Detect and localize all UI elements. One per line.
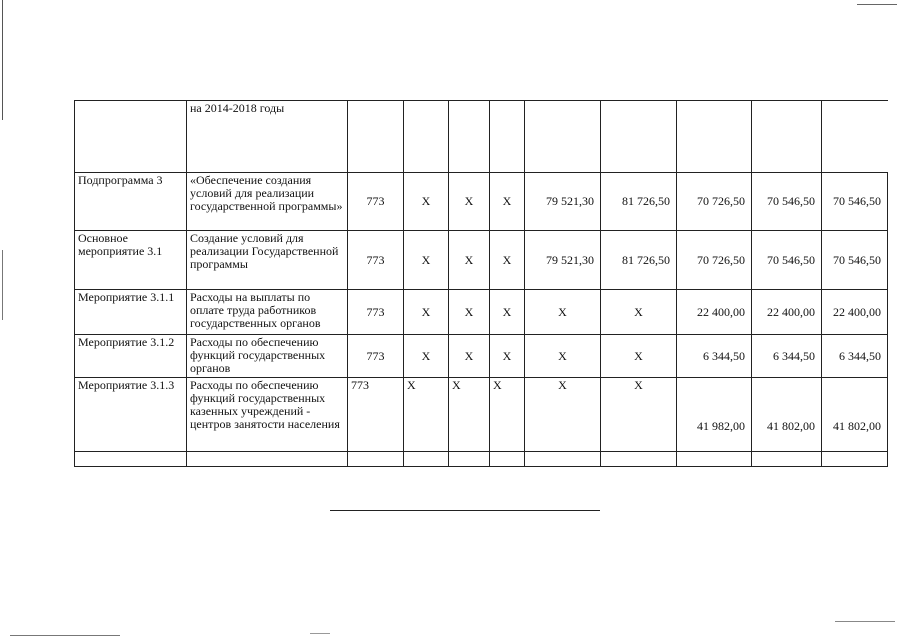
cell-empty bbox=[348, 452, 404, 467]
cell-mark bbox=[404, 101, 449, 173]
row-name: Мероприятие 3.1.3 bbox=[75, 378, 187, 452]
row-code: 773 bbox=[348, 231, 404, 290]
row-value: 22 400,00 bbox=[752, 290, 822, 335]
row-desc: «Обеспечение создания условий для реализации государственной программы» bbox=[187, 173, 348, 231]
row-mark: Х bbox=[404, 290, 449, 335]
cell-empty bbox=[187, 452, 348, 467]
cell-empty bbox=[449, 452, 490, 467]
row-mark: Х bbox=[449, 378, 490, 452]
row-code: 773 bbox=[348, 173, 404, 231]
row-code: 773 bbox=[348, 335, 404, 378]
row-desc: Расходы на выплаты по оплате труда работников государственных органов bbox=[187, 290, 348, 335]
cell-empty bbox=[404, 452, 449, 467]
cell-mark bbox=[490, 101, 525, 173]
row-code: 773 bbox=[348, 378, 404, 452]
row-value: Х bbox=[601, 378, 677, 452]
row-value: 70 546,50 bbox=[822, 231, 888, 290]
cell-value bbox=[677, 101, 752, 173]
cell-empty bbox=[822, 452, 888, 467]
closing-rule bbox=[330, 510, 600, 511]
cell-name bbox=[75, 101, 187, 173]
table-row-main-activity-3-1 bbox=[75, 231, 888, 290]
cell-empty bbox=[601, 452, 677, 467]
row-value: Х bbox=[525, 290, 601, 335]
row-value: Х bbox=[525, 378, 601, 452]
row-value: 70 726,50 bbox=[677, 173, 752, 231]
row-value: 81 726,50 bbox=[601, 173, 677, 231]
row-mark: Х bbox=[490, 231, 525, 290]
row-value: Х bbox=[601, 290, 677, 335]
row-value: 70 726,50 bbox=[677, 231, 752, 290]
cell-empty bbox=[75, 452, 187, 467]
row-name: Мероприятие 3.1.2 bbox=[75, 335, 187, 378]
table-row-subprogram-3 bbox=[75, 173, 888, 231]
row-value: 22 400,00 bbox=[677, 290, 752, 335]
row-mark: Х bbox=[449, 173, 490, 231]
budget-table bbox=[74, 100, 888, 467]
row-mark: Х bbox=[490, 378, 525, 452]
table-row-activity-3-1-2 bbox=[75, 335, 888, 378]
row-value: 41 982,00 bbox=[677, 378, 752, 452]
row-mark: Х bbox=[449, 335, 490, 378]
row-name: Мероприятие 3.1.1 bbox=[75, 290, 187, 335]
row-value: 6 344,50 bbox=[677, 335, 752, 378]
row-mark: Х bbox=[490, 290, 525, 335]
row-desc: Создание условий для реализации Государственной программы bbox=[187, 231, 348, 290]
row-name: Основное мероприятие 3.1 bbox=[75, 231, 187, 290]
cell-desc: на 2014-2018 годы bbox=[187, 101, 348, 173]
row-mark: Х bbox=[404, 173, 449, 231]
scan-artifact bbox=[835, 621, 895, 622]
row-value: 41 802,00 bbox=[752, 378, 822, 452]
cell-mark bbox=[449, 101, 490, 173]
table-row-activity-3-1-3 bbox=[75, 378, 888, 452]
cell-code bbox=[348, 101, 404, 173]
scan-artifact bbox=[310, 633, 330, 634]
cell-empty bbox=[490, 452, 525, 467]
row-mark: Х bbox=[404, 378, 449, 452]
row-value: Х bbox=[601, 335, 677, 378]
row-value: 6 344,50 bbox=[752, 335, 822, 378]
cell-empty bbox=[677, 452, 752, 467]
row-value: 70 546,50 bbox=[822, 173, 888, 231]
row-desc: Расходы по обеспечению функций государственных органов bbox=[187, 335, 348, 378]
cell-value bbox=[752, 101, 822, 173]
row-value: 79 521,30 bbox=[525, 231, 601, 290]
row-value: 6 344,50 bbox=[822, 335, 888, 378]
cell-empty bbox=[525, 452, 601, 467]
cell-value bbox=[525, 101, 601, 173]
row-desc: Расходы по обеспечению функций государственных казенных учреждений - центров занятости населения bbox=[187, 378, 348, 452]
row-mark: Х bbox=[404, 335, 449, 378]
row-mark: Х bbox=[404, 231, 449, 290]
row-value: 81 726,50 bbox=[601, 231, 677, 290]
table-row-empty bbox=[75, 452, 888, 467]
scan-artifact bbox=[857, 4, 897, 5]
row-value: 70 546,50 bbox=[752, 173, 822, 231]
cell-value bbox=[601, 101, 677, 173]
row-name: Подпрограмма 3 bbox=[75, 173, 187, 231]
row-value: 70 546,50 bbox=[752, 231, 822, 290]
row-value: 79 521,30 bbox=[525, 173, 601, 231]
scan-edge-line bbox=[2, 0, 3, 120]
row-mark: Х bbox=[449, 290, 490, 335]
cell-value bbox=[822, 101, 888, 173]
table-row-header-continuation bbox=[75, 101, 888, 173]
cell-empty bbox=[752, 452, 822, 467]
scan-artifact bbox=[10, 635, 120, 636]
row-mark: Х bbox=[490, 335, 525, 378]
row-value: 41 802,00 bbox=[822, 378, 888, 452]
row-code: 773 bbox=[348, 290, 404, 335]
row-mark: Х bbox=[490, 173, 525, 231]
table-row-activity-3-1-1 bbox=[75, 290, 888, 335]
row-mark: Х bbox=[449, 231, 490, 290]
row-value: Х bbox=[525, 335, 601, 378]
row-value: 22 400,00 bbox=[822, 290, 888, 335]
scan-edge-line bbox=[2, 250, 3, 320]
